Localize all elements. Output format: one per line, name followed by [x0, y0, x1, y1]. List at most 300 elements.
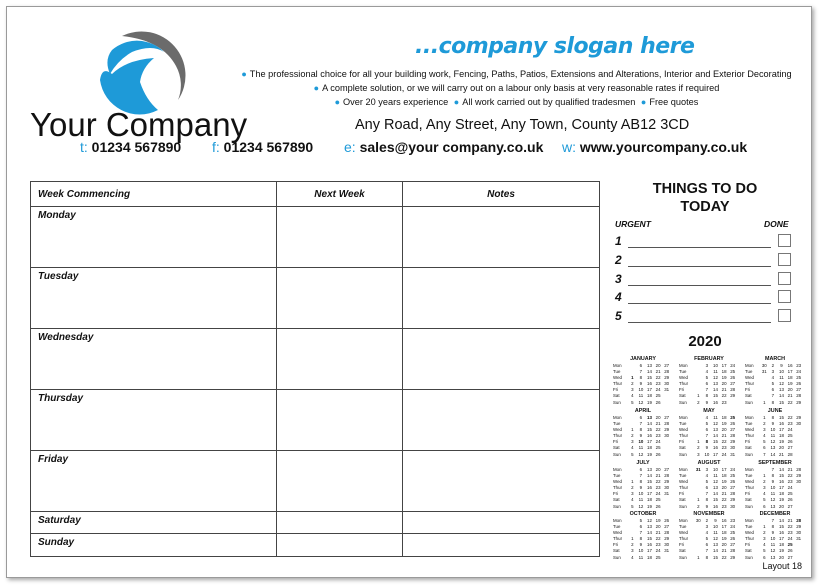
- day-number: 25: [655, 554, 661, 560]
- day-number: 16: [713, 399, 718, 405]
- day-number: 5: [631, 503, 634, 509]
- next-week-cell[interactable]: [277, 268, 403, 329]
- day-number: 12: [770, 439, 776, 445]
- notes-cell[interactable]: [403, 268, 600, 329]
- done-checkbox[interactable]: [778, 253, 791, 266]
- weekday-label: Fri: [679, 439, 685, 445]
- weekday-label: Thur: [613, 536, 623, 542]
- day-number: 12: [638, 503, 644, 509]
- company-name: Your Company: [30, 106, 248, 143]
- todo-write-line[interactable]: [628, 303, 771, 304]
- day-number: 17: [713, 451, 718, 457]
- day-number: 6: [639, 467, 643, 472]
- todo-title-line1: THINGS TO DO: [652, 181, 758, 197]
- weekday-label: Sun: [613, 554, 621, 560]
- day-number: 18: [647, 445, 652, 451]
- day-number: 11: [713, 415, 718, 420]
- weekday-label: Tue: [745, 473, 753, 479]
- day-number: 14: [647, 473, 652, 479]
- day-number: 7: [763, 451, 766, 457]
- day-number: 11: [770, 491, 776, 497]
- day-number: 10: [704, 451, 710, 457]
- day-number: 25: [655, 393, 661, 399]
- day-number: 12: [713, 421, 718, 427]
- day-number: 27: [664, 415, 670, 420]
- day-number: 13: [647, 363, 652, 368]
- company-slogan: ...company slogan here: [415, 34, 695, 59]
- day-number: 8: [771, 473, 775, 479]
- day-number: 9: [639, 433, 643, 439]
- day-number: 11: [779, 375, 784, 381]
- week-day-row: [679, 555, 739, 561]
- day-number: 6: [763, 503, 766, 509]
- weekday-label: Thur: [613, 433, 623, 439]
- day-number: 25: [655, 445, 661, 451]
- day-number: 8: [771, 399, 775, 405]
- day-number: 13: [647, 467, 652, 472]
- calendar-month-august: [679, 460, 739, 510]
- next-week-cell[interactable]: [277, 451, 403, 512]
- day-number: 17: [647, 491, 652, 497]
- day-number: 24: [730, 524, 736, 530]
- day-number: 20: [779, 503, 784, 509]
- day-number: 31: [761, 369, 767, 375]
- day-number: 25: [787, 542, 793, 548]
- day-number: 8: [771, 415, 775, 420]
- day-number: 29: [664, 479, 670, 485]
- day-number: 15: [779, 415, 784, 420]
- day-number: 21: [721, 491, 727, 497]
- contact-phone: [80, 139, 181, 155]
- day-number: 22: [787, 399, 793, 405]
- day-number: [662, 400, 671, 406]
- header-notes: Notes: [403, 182, 600, 207]
- weekday-label: Sun: [679, 554, 687, 560]
- day-number: 10: [713, 363, 718, 368]
- week-day-row: [745, 452, 805, 458]
- day-number: 6: [705, 381, 709, 387]
- day-number: 12: [638, 399, 644, 405]
- day-label: Tuesday: [31, 268, 277, 329]
- weekday-label: Thur: [679, 433, 689, 439]
- weekday-label: Mon: [613, 363, 622, 368]
- day-number: 16: [647, 485, 652, 491]
- day-number: 4: [763, 433, 766, 439]
- done-checkbox[interactable]: [778, 290, 791, 303]
- day-number: [794, 555, 803, 561]
- day-number: 3: [763, 427, 766, 433]
- weekday-label: Fri: [745, 439, 751, 445]
- day-number: 20: [655, 363, 661, 368]
- day-number: 4: [763, 491, 766, 497]
- day-number: 29: [664, 536, 670, 542]
- day-number: 30: [664, 381, 670, 387]
- calendar-month-march: [745, 356, 805, 406]
- day-number: 22: [721, 554, 727, 560]
- day-label: Monday: [31, 207, 277, 268]
- day-number: 5: [631, 399, 634, 405]
- day-number: 9: [639, 381, 643, 387]
- weekday-label: Mon: [613, 518, 622, 523]
- day-number: 3: [631, 387, 634, 393]
- weekday-label: Tue: [613, 369, 621, 375]
- day-number: 15: [647, 479, 652, 485]
- bullet-text: A complete solution, or we will carry out on a labour only basis at very reasonable rates if required: [322, 83, 720, 93]
- day-number: 25: [730, 530, 736, 536]
- day-number: 12: [770, 497, 776, 503]
- month-name: JANUARY: [630, 356, 656, 362]
- day-number: 17: [647, 548, 652, 554]
- month-name: FEBRUARY: [694, 356, 724, 362]
- day-number: 4: [631, 393, 634, 399]
- day-number: 6: [771, 387, 775, 393]
- weekday-label: Fri: [679, 491, 685, 497]
- day-number: 12: [638, 451, 644, 457]
- calendar-month-february: [679, 356, 739, 406]
- done-label: DONE: [764, 219, 789, 229]
- day-number: 10: [779, 369, 784, 375]
- day-number: 28: [730, 548, 736, 554]
- day-label: Thursday: [31, 390, 277, 451]
- todo-write-line[interactable]: [628, 322, 771, 323]
- done-checkbox[interactable]: [778, 272, 791, 285]
- day-number: 28: [730, 387, 736, 393]
- todo-number: 1: [615, 234, 622, 248]
- weekday-label: Mon: [613, 467, 622, 472]
- weekday-label: Tue: [679, 369, 687, 375]
- day-number: 10: [713, 524, 718, 530]
- weekday-label: Tue: [679, 524, 687, 530]
- next-week-cell[interactable]: [277, 390, 403, 451]
- day-number: [794, 452, 803, 458]
- day-number: 6: [705, 427, 709, 433]
- day-number: 9: [705, 445, 709, 451]
- day-number: 1: [697, 497, 700, 503]
- month-name: AUGUST: [697, 460, 721, 466]
- day-number: 27: [664, 363, 670, 368]
- day-number: 3: [771, 369, 775, 375]
- next-week-cell[interactable]: [277, 329, 403, 390]
- todo-number: 2: [615, 252, 622, 267]
- weekday-label: Fri: [679, 387, 685, 393]
- day-number: 9: [780, 363, 783, 368]
- weekday-label: Thur: [745, 485, 755, 491]
- day-number: 8: [705, 393, 709, 399]
- week-day-row: [745, 400, 805, 406]
- day-number: 7: [639, 473, 643, 479]
- day-number: 14: [770, 451, 776, 457]
- day-label: Wednesday: [31, 329, 277, 390]
- day-number: 3: [705, 363, 709, 368]
- weekday-label: Sun: [613, 451, 621, 457]
- day-number: 18: [721, 473, 727, 479]
- day-number: 14: [713, 387, 718, 393]
- day-number: 24: [655, 548, 661, 554]
- urgent-label: URGENT: [615, 219, 651, 229]
- day-number: 13: [713, 381, 718, 387]
- month-name: MAY: [703, 408, 715, 414]
- weekday-label: Fri: [679, 542, 685, 548]
- next-week-cell[interactable]: [277, 534, 403, 557]
- day-number: 28: [796, 518, 802, 523]
- day-number: 3: [763, 536, 766, 542]
- day-number: 4: [631, 497, 634, 503]
- day-number: 27: [787, 503, 793, 509]
- day-number: 13: [770, 445, 776, 451]
- notes-cell[interactable]: [403, 451, 600, 512]
- weekday-label: Fri: [745, 542, 751, 548]
- day-number: 20: [655, 467, 661, 472]
- day-number: 11: [713, 473, 718, 479]
- todo-write-line[interactable]: [628, 266, 771, 267]
- todo-number: 3: [615, 271, 622, 286]
- weekday-label: Tue: [679, 421, 687, 427]
- day-number: 21: [779, 451, 784, 457]
- day-number: 15: [647, 427, 652, 433]
- weekday-label: Sun: [679, 399, 687, 405]
- day-number: 17: [779, 427, 784, 433]
- day-number: 20: [779, 554, 784, 560]
- todo-write-line[interactable]: [628, 285, 771, 286]
- company-address: Any Road, Any Street, Any Town, County AB12 3CD: [355, 117, 690, 133]
- day-number: 24: [787, 485, 793, 491]
- day-number: 16: [721, 518, 727, 523]
- calendar-month-april: [613, 408, 673, 458]
- day-number: 15: [647, 536, 652, 542]
- day-number: 3: [705, 467, 709, 472]
- weekday-label: Mon: [745, 518, 754, 523]
- day-number: 16: [779, 530, 784, 536]
- day-number: 18: [647, 393, 652, 399]
- day-number: [728, 400, 737, 406]
- month-name: SEPTEMBER: [758, 460, 792, 466]
- day-number: 19: [655, 518, 661, 523]
- bullet-line: [230, 69, 800, 79]
- week-day-row: [613, 504, 673, 510]
- day-number: 6: [639, 524, 643, 530]
- weekday-label: Sun: [745, 554, 753, 560]
- notes-cell[interactable]: [403, 534, 600, 557]
- month-name: DECEMBER: [759, 511, 791, 517]
- day-number: 20: [779, 445, 784, 451]
- header-week-commencing: Week Commencing: [31, 182, 277, 207]
- day-number: 1: [631, 536, 634, 542]
- weekday-label: Sat: [679, 497, 686, 503]
- day-number: 9: [639, 485, 643, 491]
- day-number: 7: [705, 387, 709, 393]
- month-name: NOVEMBER: [693, 511, 725, 517]
- day-number: 1: [631, 479, 634, 485]
- day-number: 26: [655, 399, 661, 405]
- calendar-month-september: [745, 460, 805, 510]
- notes-cell[interactable]: [403, 207, 600, 268]
- weekday-label: Tue: [613, 421, 621, 427]
- contact-website: [562, 139, 747, 155]
- done-checkbox[interactable]: [778, 234, 791, 247]
- weekday-label: Sat: [679, 548, 686, 554]
- day-number: 22: [655, 536, 661, 542]
- notes-cell[interactable]: [403, 390, 600, 451]
- weekday-label: Thur: [745, 381, 755, 387]
- day-number: 17: [721, 524, 727, 530]
- day-number: 20: [787, 387, 793, 393]
- weekday-label: Thur: [613, 381, 623, 387]
- day-number: 3: [631, 439, 634, 445]
- day-number: 27: [730, 542, 736, 548]
- weekday-label: Sun: [613, 399, 621, 405]
- day-number: 2: [763, 421, 766, 427]
- notes-cell[interactable]: [403, 329, 600, 390]
- day-number: 25: [730, 415, 736, 420]
- header-next-week: Next Week: [277, 182, 403, 207]
- day-number: 26: [787, 548, 793, 554]
- day-number: 27: [787, 445, 793, 451]
- day-number: 18: [647, 497, 652, 503]
- bullet-text: The professional choice for all your building work, Fencing, Paths, Patios, Extensions and Alterations, Interior and Exterior Decorating: [249, 69, 792, 79]
- contact-fax: [212, 139, 313, 155]
- day-number: 17: [779, 485, 784, 491]
- day-number: 12: [713, 479, 718, 485]
- weekday-label: Mon: [679, 415, 688, 420]
- day-number: 29: [796, 524, 802, 530]
- day-number: 8: [639, 479, 643, 485]
- calendar-month-december: [745, 511, 805, 561]
- weekday-label: Fri: [613, 439, 619, 445]
- day-number: 15: [713, 497, 718, 503]
- day-number: 23: [721, 503, 727, 509]
- contact-value: 01234 567890: [91, 139, 182, 155]
- weekday-label: Tue: [679, 473, 687, 479]
- planner-row-tuesday: [31, 268, 600, 329]
- todo-write-line[interactable]: [628, 247, 771, 248]
- weekday-label: Sat: [613, 445, 620, 451]
- day-number: 29: [796, 399, 802, 405]
- day-number: 1: [631, 427, 634, 433]
- day-number: 26: [730, 375, 736, 381]
- calendar-month-july: [613, 460, 673, 510]
- day-number: 4: [705, 473, 709, 479]
- day-number: 13: [770, 554, 776, 560]
- day-number: 30: [695, 518, 701, 523]
- day-number: 18: [647, 554, 652, 560]
- day-number: 27: [664, 467, 670, 472]
- notes-cell[interactable]: [403, 512, 600, 534]
- done-checkbox[interactable]: [778, 309, 791, 322]
- day-number: 6: [763, 554, 766, 560]
- day-number: 5: [705, 479, 709, 485]
- day-number: 21: [787, 467, 793, 472]
- day-number: 17: [721, 467, 727, 472]
- day-number: 20: [721, 542, 727, 548]
- day-number: 5: [705, 536, 709, 542]
- weekday-label: Sun: [745, 399, 753, 405]
- day-number: 26: [655, 451, 661, 457]
- day-number: 9: [771, 421, 775, 427]
- day-number: 8: [771, 524, 775, 530]
- todo-title: [608, 180, 802, 216]
- calendar-month-january: [613, 356, 673, 406]
- day-number: 17: [647, 387, 652, 393]
- day-number: 23: [655, 381, 661, 387]
- day-number: 23: [655, 433, 661, 439]
- day-number: 19: [647, 399, 652, 405]
- day-number: 19: [721, 479, 727, 485]
- next-week-cell[interactable]: [277, 207, 403, 268]
- day-number: 2: [771, 363, 775, 368]
- month-name: MARCH: [764, 356, 786, 362]
- day-number: 21: [721, 433, 727, 439]
- next-week-cell[interactable]: [277, 512, 403, 534]
- planner-row-monday: [31, 207, 600, 268]
- day-number: 30: [664, 433, 670, 439]
- bullet-line: [230, 83, 800, 93]
- weekday-label: Sat: [745, 548, 752, 554]
- day-number: 22: [787, 473, 793, 479]
- day-number: 2: [631, 485, 634, 491]
- day-number: 14: [647, 369, 652, 375]
- day-number: 11: [638, 393, 644, 399]
- planner-row-friday: [31, 451, 600, 512]
- weekday-label: Wed: [745, 427, 754, 433]
- day-number: 23: [655, 485, 661, 491]
- day-label: Friday: [31, 451, 277, 512]
- day-number: 11: [713, 530, 718, 536]
- day-number: 4: [763, 542, 766, 548]
- day-number: 26: [787, 439, 793, 445]
- bullet-dot-icon: ●: [241, 69, 247, 79]
- todo-title-line2: TODAY: [680, 199, 730, 215]
- day-number: 2: [697, 445, 700, 451]
- day-number: 1: [697, 439, 700, 445]
- day-number: 19: [721, 421, 727, 427]
- calendar-year: 2020: [688, 333, 722, 350]
- planner-row-thursday: [31, 390, 600, 451]
- day-number: 5: [771, 381, 775, 387]
- day-number: 28: [796, 467, 802, 472]
- day-number: 29: [796, 473, 802, 479]
- weekday-label: Sun: [613, 503, 621, 509]
- day-number: 1: [763, 399, 766, 405]
- day-number: 7: [771, 393, 775, 399]
- day-number: 23: [787, 421, 793, 427]
- bullet-text: Over 20 years experience: [343, 97, 449, 107]
- day-number: 28: [664, 473, 670, 479]
- contact-value: www.yourcompany.co.uk: [579, 139, 748, 155]
- day-number: 25: [787, 433, 793, 439]
- day-number: 6: [639, 415, 643, 420]
- day-number: 9: [705, 503, 709, 509]
- day-number: 2: [631, 381, 634, 387]
- weekday-label: Thur: [745, 536, 755, 542]
- contact-prefix: t:: [80, 139, 88, 155]
- day-number: 22: [655, 427, 661, 433]
- day-number: 22: [655, 375, 661, 381]
- day-number: 19: [721, 536, 727, 542]
- day-number: 5: [763, 497, 766, 503]
- day-number: 13: [713, 542, 718, 548]
- day-number: 29: [796, 415, 802, 420]
- day-number: 10: [770, 485, 776, 491]
- day-number: 15: [713, 393, 718, 399]
- weekday-label: Mon: [679, 467, 688, 472]
- day-number: 29: [730, 439, 736, 445]
- weekday-label: Tue: [613, 473, 621, 479]
- day-number: 28: [730, 491, 736, 497]
- day-number: 30: [730, 445, 736, 451]
- day-number: 20: [655, 415, 661, 420]
- calendar-month-june: [745, 408, 805, 458]
- todo-item: [615, 253, 791, 269]
